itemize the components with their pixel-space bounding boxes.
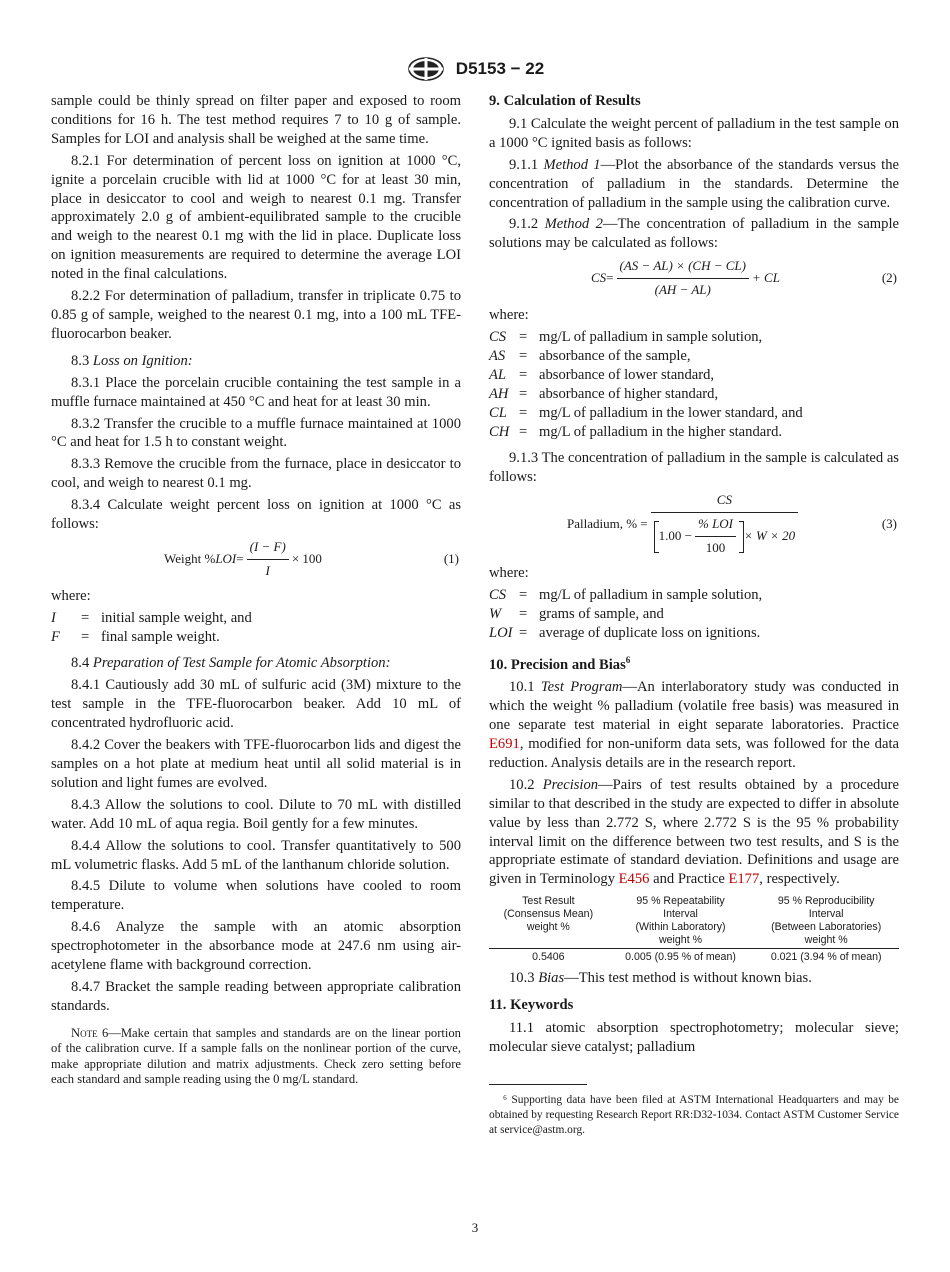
link-e177[interactable]: E177 [728,871,760,888]
table-cell: 0.5406 [532,951,565,964]
definition-row: AS = absorbance of the sample, [489,347,691,364]
paragraph-8-3-4: 8.3.4 Calculate weight percent loss on ignition at 1000 °C as follows: [51,497,461,533]
equation-1: Weight % LOI = $\frac{(I - F)}{I}$ × 100 (1) [164,538,459,578]
equation-2: CS = $\frac{(AS - AL) \times (CH - CL)}{(AH - AL)}$ + CL (2) [591,258,897,298]
paragraph-9-1: 9.1 Calculate the weight percent of palladium in the test sample on a 1000 °C ignited basis as follows: [489,115,899,151]
paragraph-8-4-7: 8.4.7 Bracket the sample reading between appropriate calibration standards. [51,978,461,1014]
paragraph-9-1-1: 9.1.1 Method 1—Plot the absorbance of the standards versus the concentration of palladium in the standards. Determine the concentration of palladium in the sample using the calibration curve. [489,156,900,211]
paragraph-10-2: 10.2 Precision—Pairs of test results obtained by a procedure similar to that described in the study are expected to differ in absolute value by less than 2.772 S, where 2.772 S is the 95 % probability interval limit on the difference between two test results, and S is the appropriate estimate of standard deviation. Definitions and usage are given in Terminology E456 and Practice E177, respectively. [489,776,899,888]
variable-definitions-2 [489,328,899,441]
paragraph-8-2-2: 8.2.2 For determination of palladium, transfer in triplicate 0.75 to 0.85 g of sample, weighed to the nearest 0.1 mg, into a 100 mL TFE-fluorocarbon beaker. [51,288,461,342]
paragraph-continued: sample could be thinly spread on filter paper and exposed to room conditions for 16 h. The test method requires 7 to 10 g of sample. Samples for LOI and analysis shall be weighed at the same time. [51,93,461,147]
page-header [0,56,950,82]
definition-row: CL = mg/L of palladium in the lower standard, and [489,404,803,421]
table-header: Test Result (Consensus Mean) weight % [489,895,608,949]
definition-row: CS = mg/L of palladium in sample solution, [489,586,763,603]
equation-number: (1) [443,550,459,566]
footnote-ref: 6 [625,654,631,665]
paragraph-10-1: 10.1 Test Program—An interlaboratory study was conducted in which the weight % palladium (volatile free basis) was measured in one separate test material in eight separate laboratories. Practice E691, modified for non-uniform data sets, was followed for the data reduction. Analysis details are in the research report. [489,679,899,771]
section-10-heading: 10. Precision and Bias$^6$ [489,654,631,673]
definition-row: AH = absorbance of higher standard, [489,385,719,402]
astm-logo-icon [406,56,446,82]
link-e691[interactable]: E691 [489,736,520,753]
table-cell: 0.005 (0.95 % of mean) [625,951,736,964]
definition-row: F = final sample weight. [51,628,220,645]
paragraph-8-4-1: 8.4.1 Cautiously add 30 mL of sulfuric acid (3M) mixture to the test sample in the TFE-fluorocarbon beaker. Add 10 mL of concentrated hydrofluoric acid. [51,677,461,732]
paragraph-9-1-3: 9.1.3 The concentration of palladium in the sample is calculated as follows: [489,450,899,486]
footnote-divider [489,1084,587,1085]
precision-table [489,895,899,964]
variable-definitions-1 [51,609,461,647]
table-row [489,949,899,965]
paragraph-11-1: 11.1 atomic absorption spectrophotometry; molecular sieve; molecular sieve catalyst; palladium [489,1020,899,1056]
equation-3: Palladium, % = CS 1.00 − $\frac{\text{\% LOI}}{100}$ × W × 20 (3) [489,491,899,558]
paragraph-8-2-1: 8.2.1 For determination of percent loss on ignition at 1000 °C, ignite a porcelain crucible with lid at 1000 °C for at least 30 min, place in desiccator to cool and weigh to nearest 0.1 mg. Transfer approximately 2.0 g of ambient-equilibrated sample to the crucible and weigh to the nearest 0.1 mg with the lid in place. Duplicate loss on ignition measurements are required to determine the average LOI noted in the final calculations. [51,152,461,283]
where-label: where: [489,564,529,581]
paragraph-8-4-3: 8.4.3 Allow the solutions to cool. Dilute to 70 mL with distilled water. Add 10 mL of aqua regia. Boil gently for a few minutes. [51,796,461,832]
note-6: Note 6—Make certain that samples and standards are on the linear portion of the calibration curve. If a sample falls on the nonlinear portion of the curve, make appropriate dilution and matrix adjustments. Check zero setting before each standard and sample reading using the 0 mg/L standard. [51,1025,461,1086]
definition-row: W = grams of sample, and [489,605,664,622]
where-label: where: [51,587,91,604]
paragraph-8-4-5: 8.4.5 Dilute to volume when solutions have cooled to room temperature. [51,878,461,914]
right-column [489,92,899,1138]
link-e456[interactable]: E456 [618,871,650,888]
paragraph-10-3: 10.3 Bias—This test method is without known bias. [509,970,812,987]
variable-definitions-3 [489,586,899,643]
page-number: 3 [471,1220,479,1235]
table-cell: 0.021 (3.94 % of mean) [770,951,882,964]
definition-row: CH = mg/L of palladium in the higher standard. [489,423,783,440]
paragraph-8-4-2: 8.4.2 Cover the beakers with TFE-fluorocarbon lids and digest the samples on a hot plate at medium heat until all solid material is in solution and light fumes are evolved. [51,737,461,791]
paragraph-8-3-1: 8.3.1 Place the porcelain crucible containing the test sample in a muffle furnace maintained at 450 °C and heat for at least 30 min. [51,374,461,410]
section-8-4-heading: 8.4 Preparation of Test Sample for Atomic Absorption: [71,655,391,672]
footnote-6: ⁶ Supporting data have been filed at ASTM International Headquarters and may be obtained by requesting Research Report RR:D32-1034. Contact ASTM Customer Service at service@astm.org. [489,1093,899,1136]
paragraph-9-1-2: 9.1.2 Method 2—The concentration of palladium in the sample solutions may be calculated as follows: [489,216,899,252]
section-9-heading: 9. Calculation of Results [489,93,641,109]
table-header: 95 % Repeatability Interval (Within Laboratory) weight % [608,895,754,949]
definition-row: LOI = average of duplicate loss on ignitions. [489,624,761,641]
table-header: 95 % Reproducibility Interval (Between Laboratories) weight % [753,895,899,949]
equation-number: (3) [881,516,897,532]
document-code: D5153 − 22 [455,59,545,78]
paragraph-8-3-3: 8.3.3 Remove the crucible from the furnace, place in desiccator to cool, and weigh to nearest 0.1 mg. [51,456,461,492]
where-label: where: [489,307,529,324]
definition-row: I = initial sample weight, and [51,609,252,626]
section-8-3-heading: 8.3 Loss on Ignition: [71,352,193,369]
section-11-heading: 11. Keywords [489,997,574,1014]
definition-row: AL = absorbance of lower standard, [489,366,715,383]
paragraph-8-4-4: 8.4.4 Allow the solutions to cool. Transfer quantitatively to 500 mL volumetric flasks. Add 5 mL of the lanthanum chloride solution. [51,837,461,873]
definition-row: CS = mg/L of palladium in sample solution, [489,328,763,345]
equation-number: (2) [881,270,897,286]
left-column [51,92,461,1087]
paragraph-8-3-2: 8.3.2 Transfer the crucible to a muffle furnace maintained at 1000 °C and heat for 1.5 h to constant weight. [51,415,461,451]
paragraph-8-4-6: 8.4.6 Analyze the sample with an atomic absorption spectrophotometer in the absorbance mode at 247.6 nm using air-acetylene flame with background correction. [51,919,461,974]
